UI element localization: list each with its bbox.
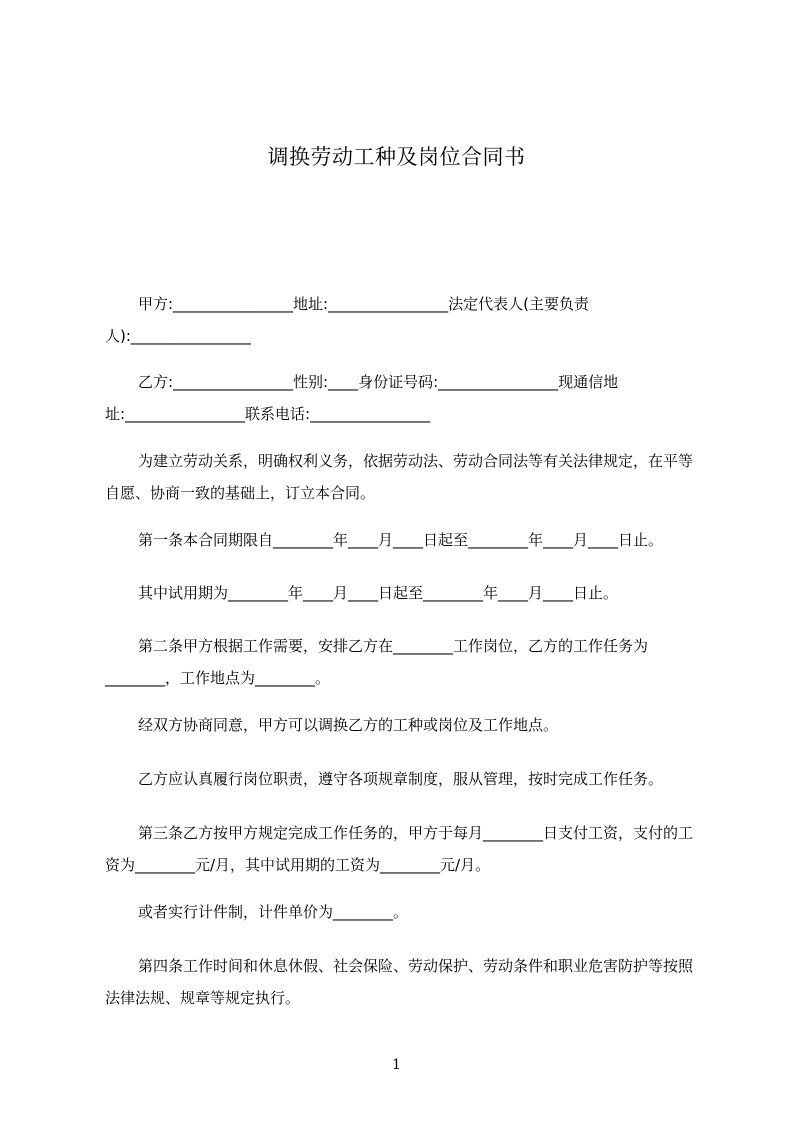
article-1-term: 第一条本合同期限自________年____月____日起至________年____月____日止。 <box>138 531 664 549</box>
piecework-clause: 或者实行计件制，计件单价为________。 <box>138 903 409 921</box>
article-2-position: 第二条甲方根据工作需要，安排乙方在________工作岗位，乙方的工作任务为________，工作地点为________。 <box>105 637 649 687</box>
page-number: 1 <box>392 1057 401 1073</box>
party-a-info: 甲方:________________地址:________________法定代表人(主要负责人):________________ <box>105 295 589 345</box>
position-adjustment-clause: 经双方协商同意，甲方可以调换乙方的工种或岗位及工作地点。 <box>138 716 559 734</box>
article-3-wages: 第三条乙方按甲方规定完成工作任务的，甲方于每月________日支付工资，支付的工资为________元/月，其中试用期的工资为________元/月。 <box>105 824 694 874</box>
probation-period: 其中试用期为________年____月____日起至________年____月____日止。 <box>138 584 619 602</box>
document-title: 调换劳动工种及岗位合同书 <box>267 145 526 169</box>
article-4-conditions: 第四条工作时间和休息休假、社会保险、劳动保护、劳动条件和职业危害防护等按照法律法规、规章等规定执行。 <box>105 957 694 1007</box>
preamble-paragraph: 为建立劳动关系，明确权利义务，依据劳动法、劳动合同法等有关法律规定，在平等自愿、协商一致的基础上，订立本合同。 <box>105 452 694 502</box>
party-b-info: 乙方:________________性别:____身份证号码:________________现通信地址:________________联系电话:________________ <box>105 373 619 423</box>
employee-duties-clause: 乙方应认真履行岗位职责，遵守各项规章制度，服从管理，按时完成工作任务。 <box>138 770 664 788</box>
